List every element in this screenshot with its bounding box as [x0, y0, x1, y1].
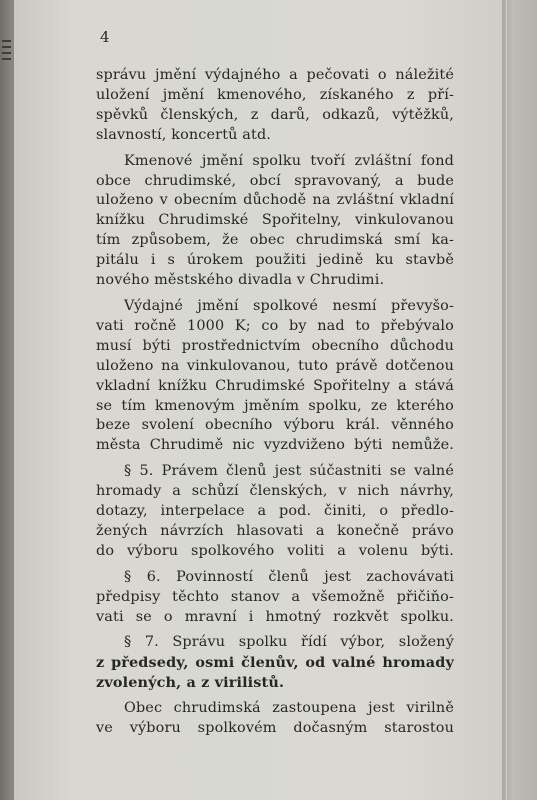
strip-mark — [2, 52, 11, 54]
paragraph-section-6 — [96, 568, 454, 628]
text-line: musí býti prostřednictvím obecního důchodu — [96, 337, 454, 354]
text-line: uložení jmění kmenového, získaného z pří- — [96, 86, 454, 103]
paragraph — [96, 297, 454, 456]
text-line: zvolených, a z virilistů. — [96, 674, 285, 692]
paragraph-section-5 — [96, 462, 454, 562]
text-line: města Chrudimě nic vyzdviženo býti nemůže. — [96, 437, 454, 454]
paragraph — [96, 152, 454, 291]
paragraph-section-7 — [96, 633, 454, 693]
binding-strip — [0, 0, 14, 800]
text-line: § 6. Povinností členů jest zachovávati — [124, 568, 454, 585]
text-line: uloženo v obecním důchodě na zvláštní vkladní — [96, 192, 454, 209]
text-line: tím způsobem, že obec chrudimská smí ka- — [96, 232, 454, 249]
text-line: beze svolení obecního výboru král. věnného — [96, 417, 454, 434]
text-line: vkladní knížku Chrudimské Spořitelny a stává — [96, 377, 454, 394]
text-line: Obec chrudimská zastoupena jest virilně — [124, 700, 454, 717]
paragraph — [96, 66, 454, 146]
text-line: pitálu i s úrokem použiti jedině ku stavbě — [96, 252, 454, 269]
text-line: Výdajné jmění spolkové nesmí převyšo- — [124, 297, 454, 314]
text-line: z předsedy, osmi členův, od valné hromady — [96, 654, 454, 672]
text-line: vati ročně 1000 K; co by nad to přebývalo — [96, 317, 454, 334]
text-line: do výboru spolkového voliti a volenu býti. — [96, 542, 454, 559]
adjacent-page-edge — [502, 0, 537, 800]
book-page — [14, 0, 502, 800]
text-line: spěvků členských, z darů, odkazů, výtěžků, — [96, 106, 454, 123]
text-line: § 5. Právem členů jest súčastniti se valné — [124, 463, 454, 480]
text-line: vati se o mravní i hmotný rozkvět spolku. — [96, 608, 454, 625]
text-line: dotazy, interpelace a pod. činiti, o předlo- — [96, 503, 454, 520]
text-line: knížku Chrudimské Spořitelny, vinkulovanou — [96, 212, 454, 229]
text-line: obce chrudimské, obcí spravovaný, a bude — [96, 172, 454, 189]
text-line: § 7. Správu spolku řídí výbor, složený — [124, 634, 454, 651]
text-line: se tím kmenovým jměním spolku, ze kterého — [96, 397, 454, 414]
strip-mark — [2, 58, 11, 60]
text-line: předpisy těchto stanov a všemožně přičiňo- — [96, 588, 454, 605]
paragraph — [96, 699, 454, 739]
text-line: ve výboru spolkovém dočasným starostou — [96, 720, 454, 737]
text-line: hromady a schůzí členských, v nich návrhy, — [96, 483, 454, 500]
text-line: Kmenové jmění spolku tvoří zvláštní fond — [124, 152, 454, 169]
text-line: uloženo na vinkulovanou, tuto právě dotčenou — [96, 357, 454, 374]
strip-mark — [2, 46, 11, 48]
page-number: 4 — [100, 28, 111, 46]
text-line: nového městského divadla v Chrudimi. — [96, 272, 385, 289]
page-text — [96, 66, 454, 739]
text-line: žených návrzích hlasovati a konečně právo — [96, 522, 454, 539]
strip-mark — [2, 40, 11, 42]
text-line: správu jmění výdajného a pečovati o náležité — [96, 67, 454, 83]
text-line: slavností, koncertů atd. — [96, 126, 272, 143]
